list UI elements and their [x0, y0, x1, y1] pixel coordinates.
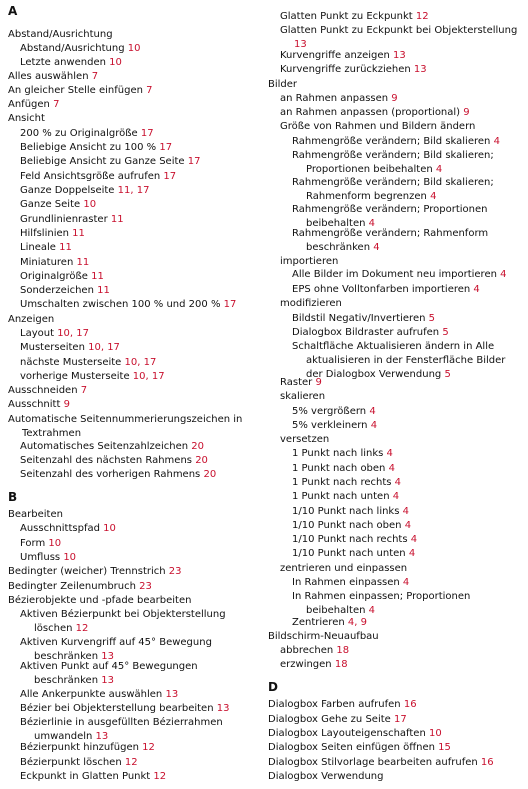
index-entry — [280, 562, 524, 576]
index-term: Grundlinienraster — [20, 214, 108, 225]
index-term: Feld Ansichtsgröße aufrufen — [20, 171, 161, 182]
page-reference: 4 — [370, 420, 378, 431]
index-entry — [292, 590, 524, 618]
index-term: Bearbeiten — [8, 509, 63, 520]
index-term: Automatisches Seitenzahlzeichen — [20, 441, 189, 452]
page-reference: 20 — [195, 455, 208, 466]
index-term: Bézierobjekte und -pfade bearbeiten — [8, 595, 192, 606]
page-reference: 11 — [91, 271, 104, 282]
index-term: an Rahmen anpassen — [280, 93, 389, 104]
index-term: Rahmengröße verändern; Proportionen beibehalten — [292, 204, 488, 229]
index-entry — [292, 405, 524, 419]
index-entry — [280, 255, 524, 269]
index-entry — [292, 447, 524, 461]
index-term: erzwingen — [280, 659, 332, 670]
index-term: An gleicher Stelle einfügen — [8, 85, 143, 96]
index-entry — [280, 24, 524, 52]
index-term: Seitenzahl des nächsten Rahmens — [20, 455, 192, 466]
index-entry — [280, 390, 524, 404]
page-reference: 11 — [76, 257, 90, 268]
index-term: Bézier bei Objekterstellung bearbeiten — [20, 703, 214, 714]
index-term: Dialogbox Stilvorlage bearbeiten aufrufen — [268, 757, 478, 768]
index-term: Raster — [280, 377, 313, 388]
index-term: Zentrieren — [292, 617, 345, 628]
page-reference: 12 — [142, 742, 155, 753]
index-term: Kurvengriffe anzeigen — [280, 50, 390, 61]
page-reference: 13 — [216, 703, 230, 714]
index-entry — [20, 454, 263, 468]
index-term: 1 Punkt nach oben — [292, 463, 386, 474]
page-reference: 17 — [163, 171, 177, 182]
page-reference: 13 — [294, 39, 307, 50]
page-reference: 11 — [72, 228, 85, 239]
index-entry — [280, 63, 524, 77]
index-term: zentrieren und einpassen — [280, 563, 408, 574]
index-term: Schaltfläche Aktualisieren ändern in Alle aktualisieren in der Fensterfläche Bilder der Dialogbox Verwendung — [292, 341, 506, 380]
index-entry — [20, 660, 263, 688]
page-reference: 4 — [392, 491, 400, 502]
page-reference: 15 — [438, 742, 451, 753]
index-entry — [280, 433, 524, 447]
page-reference: 10, 17 — [88, 342, 120, 353]
index-entry — [20, 184, 263, 198]
page-reference: 4 — [435, 164, 443, 175]
index-entry — [280, 10, 524, 24]
page-reference: 20 — [203, 469, 217, 480]
index-entry — [8, 413, 263, 441]
index-term: Abstand/Ausrichtung — [20, 43, 125, 54]
index-term: 1/10 Punkt nach unten — [292, 548, 406, 559]
index-term: Anzeigen — [8, 314, 55, 325]
index-entry — [268, 698, 524, 712]
page-reference: 4 — [404, 520, 412, 531]
page-reference: 13 — [101, 675, 114, 686]
index-entry — [20, 741, 263, 755]
index-entry — [292, 283, 524, 297]
page-reference: 12 — [124, 757, 138, 768]
index-term: Dialogbox Gehe zu Seite — [268, 714, 391, 725]
index-term: Eckpunkt in Glatten Punkt — [20, 771, 151, 782]
index-term: Alle Ankerpunkte auswählen — [20, 689, 163, 700]
page-reference: 4 — [388, 463, 395, 474]
index-entry — [268, 741, 524, 755]
page-reference: 10 — [127, 43, 141, 54]
index-entry — [268, 78, 524, 92]
index-entry — [20, 213, 263, 227]
index-entry — [292, 462, 524, 476]
index-term: Form — [20, 538, 46, 549]
index-entry — [20, 284, 263, 298]
page-reference: 11, 17 — [117, 185, 150, 196]
page-reference: 17 — [140, 128, 154, 139]
page-reference: 18 — [334, 659, 348, 670]
index-entry — [20, 341, 263, 355]
index-term: Aktiven Kurvengriff auf 45° Bewegung beschränken — [20, 637, 212, 662]
index-entry — [292, 547, 524, 561]
page-reference: 7 — [80, 385, 88, 396]
page-reference: 13 — [95, 731, 109, 742]
index-term: Bildschirm-Neuaufbau — [268, 631, 379, 642]
index-term: Rahmengröße verändern; Bild skalieren; Proportionen beibehalten — [292, 150, 494, 175]
index-term: 1/10 Punkt nach links — [292, 506, 400, 517]
page-reference: 17 — [223, 299, 237, 310]
page-reference: 13 — [413, 64, 427, 75]
index-term: Dialogbox Bildraster aufrufen — [292, 327, 440, 338]
index-entry — [268, 756, 524, 770]
index-term: Alle Bilder im Dokument neu importieren — [292, 269, 497, 280]
page-reference: 9 — [315, 377, 322, 388]
index-entry — [280, 644, 524, 658]
index-entry — [292, 476, 524, 490]
index-term: 1 Punkt nach unten — [292, 491, 390, 502]
index-entry — [20, 608, 263, 636]
index-letter-heading — [8, 4, 263, 18]
index-entry — [20, 227, 263, 241]
page-reference: 17 — [187, 156, 201, 167]
index-term: Glatten Punkt zu Eckpunkt bei Objekterstellung — [280, 25, 518, 36]
index-entry — [8, 384, 263, 398]
index-term: Dialogbox Layouteigenschaften — [268, 728, 426, 739]
index-entry — [292, 149, 524, 177]
index-term: Layout — [20, 328, 54, 339]
index-term: Beliebige Ansicht zu Ganze Seite — [20, 156, 185, 167]
index-entry — [20, 155, 263, 169]
page-reference: 10, 17 — [132, 371, 165, 382]
index-entry — [20, 440, 263, 454]
index-entry — [292, 616, 524, 630]
index-term: Kurvengriffe zurückziehen — [280, 64, 411, 75]
index-term: Bedingter Zeilenumbruch — [8, 581, 136, 592]
index-letter-heading — [268, 680, 524, 694]
index-term: Hilfslinien — [20, 228, 69, 239]
index-term: 1/10 Punkt nach rechts — [292, 534, 408, 545]
index-term: 1 Punkt nach rechts — [292, 477, 392, 488]
index-term: vorherige Musterseite — [20, 371, 130, 382]
page-reference: 23 — [168, 566, 182, 577]
index-term: Rahmengröße verändern; Bild skalieren — [292, 136, 491, 147]
page-reference: 7 — [53, 99, 60, 110]
page-reference: 4 — [430, 191, 437, 202]
index-term: EPS ohne Volltonfarben importieren — [292, 284, 471, 295]
page-reference: 13 — [393, 50, 406, 61]
index-entry — [8, 565, 263, 579]
index-term: skalieren — [280, 391, 326, 402]
index-entry — [268, 727, 524, 741]
page-reference: 12 — [153, 771, 167, 782]
page-reference: 10 — [109, 57, 122, 68]
index-term: Ausschnittspfad — [20, 523, 100, 534]
index-term: Ganze Doppelseite — [20, 185, 115, 196]
index-term: Größe von Rahmen und Bildern ändern — [280, 121, 476, 132]
index-term: Bézierpunkt hinzufügen — [20, 742, 139, 753]
index-entry — [8, 594, 263, 608]
index-entry — [292, 519, 524, 533]
index-term: In Rahmen einpassen — [292, 577, 400, 588]
index-term: Originalgröße — [20, 271, 88, 282]
index-entry — [8, 112, 263, 126]
page-reference: 4 — [410, 534, 418, 545]
page-reference: 5 — [444, 369, 451, 380]
index-entry — [280, 49, 524, 63]
index-term: Rahmengröße verändern; Rahmenform beschränken — [292, 228, 489, 253]
index-term: Glatten Punkt zu Eckpunkt — [280, 11, 413, 22]
index-entry — [280, 376, 524, 390]
index-term: Bézierlinie in ausgefüllten Bézierrahmen umwandeln — [20, 717, 223, 742]
index-term: Dialogbox Verwendung — [268, 771, 384, 782]
index-entry — [20, 141, 263, 155]
index-term: Dialogbox Farben aufrufen — [268, 699, 401, 710]
index-entry — [8, 84, 263, 98]
index-entry — [292, 268, 524, 282]
index-entry — [20, 56, 263, 70]
index-letter: B — [8, 490, 18, 504]
index-term: Ausschneiden — [8, 385, 78, 396]
index-term: modifizieren — [280, 298, 342, 309]
index-term: Seitenzahl des vorherigen Rahmens — [20, 469, 201, 480]
page-reference: 10 — [63, 552, 77, 563]
index-term: Dialogbox Seiten einfügen öffnen — [268, 742, 435, 753]
index-entry — [8, 70, 263, 84]
page-reference: 10, 17 — [124, 357, 157, 368]
page-reference: 10 — [103, 523, 116, 534]
index-entry — [20, 756, 263, 770]
index-term: Bildstil Negativ/Invertieren — [292, 313, 426, 324]
page-reference: 10 — [429, 728, 442, 739]
index-term: In Rahmen einpassen; Proportionen beibehalten — [292, 591, 471, 616]
index-entry — [20, 370, 263, 384]
page-reference: 4 — [473, 284, 480, 295]
index-entry — [280, 106, 524, 120]
page-reference: 10 — [48, 538, 62, 549]
page-reference: 13 — [101, 651, 114, 662]
index-term: Bilder — [268, 79, 298, 90]
index-entry — [8, 508, 263, 522]
page-reference: 9 — [63, 399, 70, 410]
index-entry — [8, 98, 263, 112]
index-term: Aktiven Punkt auf 45° Bewegungen beschränken — [20, 661, 198, 686]
page-reference: 4 — [386, 448, 393, 459]
index-entry — [20, 688, 263, 702]
index-entry — [292, 135, 524, 149]
index-term: 1/10 Punkt nach oben — [292, 520, 402, 531]
index-entry — [20, 256, 263, 270]
index-term: abbrechen — [280, 645, 334, 656]
index-entry — [20, 298, 263, 312]
index-entry — [292, 326, 524, 340]
page-reference: 16 — [403, 699, 417, 710]
index-entry — [8, 580, 263, 594]
index-term: Automatische Seitennummerierungszeichen in Textrahmen — [8, 414, 243, 439]
index-term: Anfügen — [8, 99, 50, 110]
index-term: Rahmengröße verändern; Bild skalieren; Rahmenform begrenzen — [292, 177, 494, 202]
index-entry — [20, 551, 263, 565]
page-reference: 4 — [408, 548, 416, 559]
index-entry — [292, 312, 524, 326]
page-reference: 12 — [75, 623, 89, 634]
index-entry — [20, 770, 263, 784]
page-reference: 9 — [391, 93, 398, 104]
index-entry — [268, 713, 524, 727]
page-reference: 11 — [110, 214, 124, 225]
page-reference: 12 — [415, 11, 429, 22]
page-reference: 7 — [91, 71, 99, 82]
index-entry — [292, 505, 524, 519]
index-entry — [20, 537, 263, 551]
index-term: Ausschnitt — [8, 399, 61, 410]
index-entry — [292, 576, 524, 590]
page-reference: 11 — [97, 285, 110, 296]
page-reference: 4, 9 — [347, 617, 367, 628]
page-reference: 17 — [393, 714, 407, 725]
page-reference: 20 — [191, 441, 204, 452]
index-entry — [8, 28, 263, 42]
index-term: 1 Punkt nach links — [292, 448, 384, 459]
index-term: Abstand/Ausrichtung — [8, 29, 113, 40]
index-entry — [280, 658, 524, 672]
index-entry — [20, 327, 263, 341]
index-term: Aktiven Bézierpunkt bei Objekterstellung löschen — [20, 609, 226, 634]
index-term: 5% verkleinern — [292, 420, 368, 431]
page-reference: 4 — [373, 242, 380, 253]
index-entry — [20, 170, 263, 184]
index-entry — [292, 227, 524, 255]
index-entry — [20, 42, 263, 56]
index-term: Ansicht — [8, 113, 45, 124]
index-term: Miniaturen — [20, 257, 74, 268]
index-term: Beliebige Ansicht zu 100 % — [20, 142, 157, 153]
index-entry — [20, 198, 263, 212]
page-reference: 4 — [368, 218, 375, 229]
index-term: Alles auswählen — [8, 71, 89, 82]
index-entry — [280, 120, 524, 134]
page-reference: 4 — [402, 577, 410, 588]
page-reference: 10, 17 — [57, 328, 89, 339]
index-entry — [20, 270, 263, 284]
index-term: Musterseiten — [20, 342, 85, 353]
index-entry — [20, 127, 263, 141]
index-entry — [280, 92, 524, 106]
page-reference: 4 — [493, 136, 500, 147]
index-term: Umfluss — [20, 552, 61, 563]
page-reference: 4 — [500, 269, 507, 280]
index-term: Umschalten zwischen 100 % und 200 % — [20, 299, 221, 310]
index-entry — [20, 468, 263, 482]
page-reference: 4 — [394, 477, 402, 488]
index-entry — [292, 533, 524, 547]
page-reference: 5 — [428, 313, 435, 324]
index-term: Bedingter (weicher) Trennstrich — [8, 566, 166, 577]
page-reference: 9 — [463, 107, 470, 118]
index-entry — [20, 356, 263, 370]
page-reference: 17 — [159, 142, 173, 153]
index-term: 5% vergrößern — [292, 406, 367, 417]
index-term: Sonderzeichen — [20, 285, 94, 296]
index-term: versetzen — [280, 434, 330, 445]
index-term: importieren — [280, 256, 339, 267]
index-entry — [292, 419, 524, 433]
index-term: Ganze Seite — [20, 199, 81, 210]
index-term: nächste Musterseite — [20, 357, 122, 368]
index-entry — [20, 716, 263, 744]
page-reference: 16 — [480, 757, 494, 768]
index-letter: D — [268, 680, 278, 694]
index-entry — [8, 313, 263, 327]
page-reference: 13 — [165, 689, 179, 700]
index-term: Bézierpunkt löschen — [20, 757, 122, 768]
page-reference: 4 — [368, 605, 375, 616]
page-reference: 5 — [442, 327, 449, 338]
page-reference: 11 — [59, 242, 72, 253]
index-entry — [268, 770, 524, 784]
index-term: 200 % zu Originalgröße — [20, 128, 138, 139]
page-reference: 4 — [369, 406, 376, 417]
index-entry — [20, 241, 263, 255]
page-reference: 4 — [402, 506, 409, 517]
page-reference: 7 — [146, 85, 153, 96]
index-entry — [292, 176, 524, 204]
index-entry — [268, 630, 524, 644]
index-term: an Rahmen anpassen (proportional) — [280, 107, 461, 118]
index-letter: A — [8, 4, 18, 18]
index-entry — [20, 702, 263, 716]
page-reference: 10 — [83, 199, 97, 210]
index-entry — [8, 398, 263, 412]
index-term: Lineale — [20, 242, 56, 253]
index-entry — [20, 522, 263, 536]
index-letter-heading — [8, 490, 263, 504]
page-reference: 23 — [139, 581, 152, 592]
page-reference: 18 — [336, 645, 350, 656]
index-entry — [280, 297, 524, 311]
index-entry — [292, 490, 524, 504]
index-term: Letzte anwenden — [20, 57, 106, 68]
